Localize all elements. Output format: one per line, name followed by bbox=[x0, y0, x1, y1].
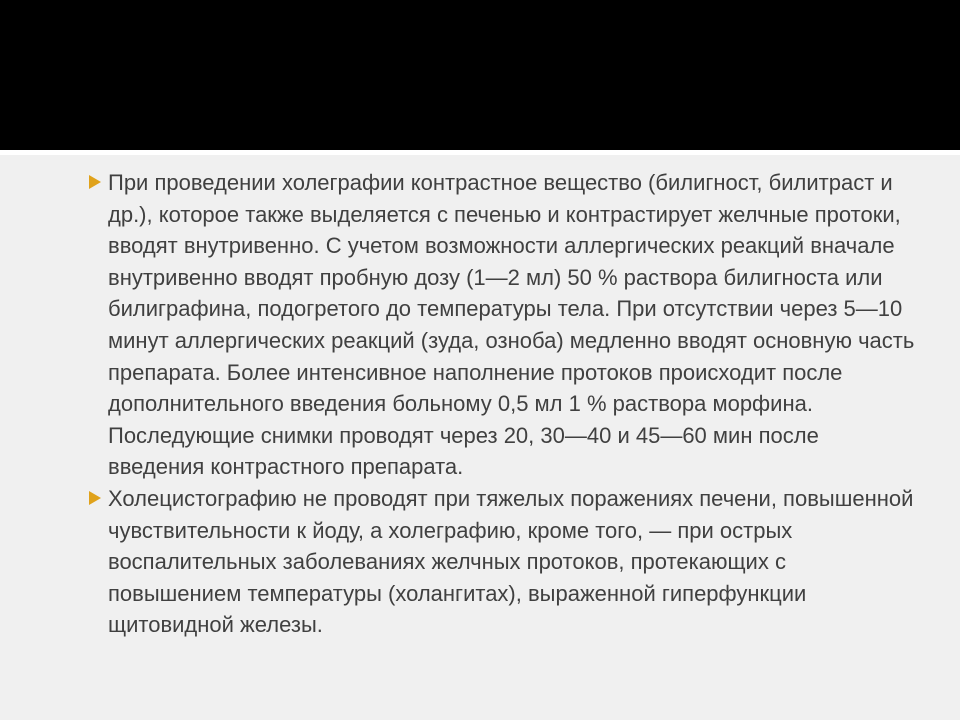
content-area bbox=[0, 155, 960, 720]
bullet-text: Холецистографию не проводят при тяжелых поражениях печени, повышенной чувствительности к йоду, а холеграфию, кроме того, — при острых воспалительных заболеваниях желчных протоков, протекающих с повышением температуры (холангитах), выраженной гиперфункции щитовидной железы. bbox=[108, 485, 914, 638]
title-band bbox=[0, 0, 960, 150]
triangle-right-icon bbox=[89, 175, 101, 189]
bullet-item bbox=[86, 167, 916, 483]
bullet-item bbox=[86, 483, 916, 641]
bullet-text: При проведении холеграфии контрастное вещество (билигност, билитраст и др.), которое также выделяется с печенью и контрастирует желчные протоки, вводят внутривенно. С учетом возможности аллергических реакций вначале внутривенно вводят пробную дозу (1—2 мл) 50 % раствора билигноста или билиграфина, подогретого до температуры тела. При отсутствии через 5—10 минут аллергических реакций (зуда, озноба) медленно вводят основную часть препарата. Более интенсивное наполнение протоков происходит после дополнительного введения больному 0,5 мл 1 % раствора морфина. Последующие снимки проводят через 20, 30—40 и 45—60 мин после введения контрастного препарата. bbox=[108, 170, 915, 480]
triangle-right-icon bbox=[89, 491, 101, 505]
bullet-list bbox=[86, 167, 916, 641]
